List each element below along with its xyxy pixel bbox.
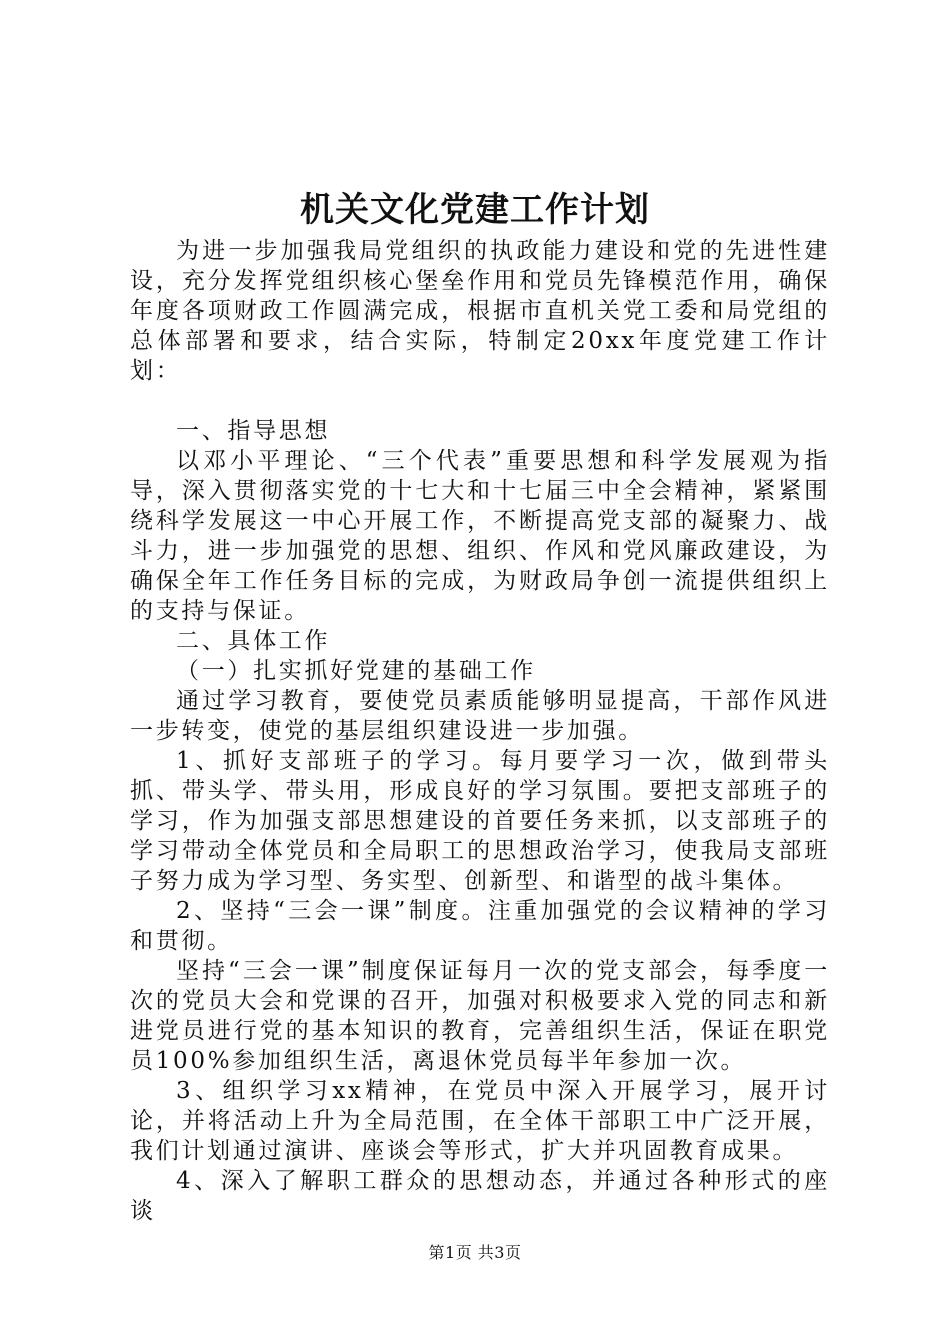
item-3-paragraph: 3、组织学习xx精神，在党员中深入开展学习，展开讨论，并将活动上升为全局范围，在全体干部职工中广泛开展，我们计划通过演讲、座谈会等形式，扩大并巩固教育成果。 xyxy=(130,1078,830,1164)
document-title: 机关文化党建工作计划 xyxy=(300,190,650,230)
item-4-paragraph: 4、深入了解职工群众的思想动态，并通过各种形式的座谈 xyxy=(130,1168,830,1224)
three-meetings-paragraph: 坚持“三会一课”制度保证每月一次的党支部会，每季度一次的党员大会和党课的召开，加强对积极要求入党的同志和新进党员进行党的基本知识的教育，完善组织生活，保证在职党员100%参加组织生活，离退休党员每半年参加一次。 xyxy=(130,958,830,1074)
foundation-work-paragraph: 通过学习教育，要使党员素质能够明显提高，干部作风进一步转变，使党的基层组织建设进一步加强。 xyxy=(130,688,830,744)
intro-paragraph: 为进一步加强我局党组织的执政能力建设和党的先进性建设，充分发挥党组织核心堡垒作用和党员先锋模范作用，确保年度各项财政工作圆满完成，根据市直机关党工委和局党组的总体部署和要求，结合实际，特制定20xx年度党建工作计划： xyxy=(130,238,830,384)
section-heading-specific-work: 二、具体工作 xyxy=(176,628,331,654)
page-number-footer: 第1页 共3页 xyxy=(428,1243,522,1262)
guiding-ideology-paragraph: 以邓小平理论、“三个代表”重要思想和科学发展观为指导，深入贯彻落实党的十七大和十七届三中全会精神，紧紧围绕科学发展这一中心开展工作，不断提高党支部的凝聚力、战斗力，进一步加强党的思想、组织、作风和党风廉政建设，为确保全年工作任务目标的完成，为财政局争创一流提供组织上的支持与保证。 xyxy=(130,448,830,624)
subsection-heading-foundation-work: （一）扎实抓好党建的基础工作 xyxy=(176,658,536,684)
item-1-paragraph: 1、抓好支部班子的学习。每月要学习一次，做到带头抓、带头学、带头用，形成良好的学习氛围。要把支部班子的学习，作为加强支部思想建设的首要任务来抓，以支部班子的学习带动全体党员和全局职工的思想政治学习，使我局支部班子努力成为学习型、务实型、创新型、和谐型的战斗集体。 xyxy=(130,748,830,894)
document-body xyxy=(130,236,830,1226)
item-2-paragraph: 2、坚持“三会一课”制度。注重加强党的会议精神的学习和贯彻。 xyxy=(130,898,830,954)
section-heading-guiding-ideology: 一、指导思想 xyxy=(176,418,331,444)
